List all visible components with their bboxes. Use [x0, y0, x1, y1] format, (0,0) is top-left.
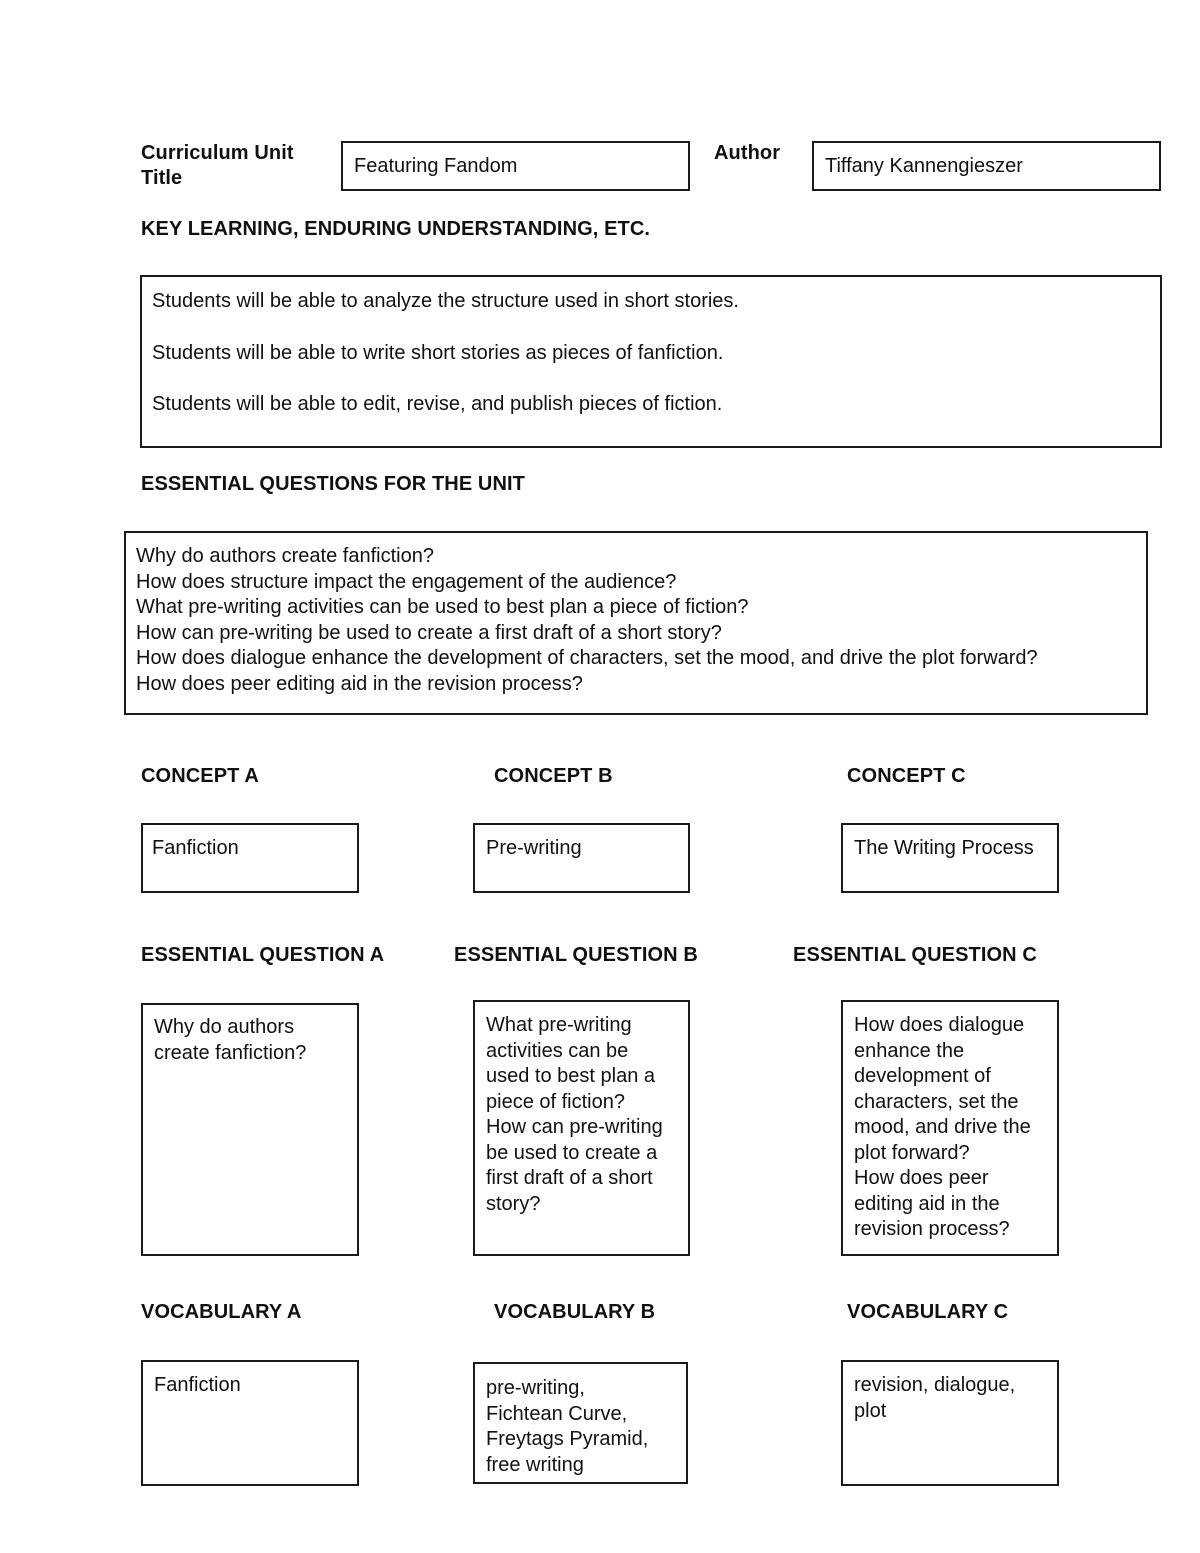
- essential-question-item: How can pre-writing be used to create a first draft of a short story?: [136, 621, 722, 644]
- vocabulary-b-line: free writing: [486, 1453, 584, 1476]
- essential-question-c-line: How does peer: [854, 1167, 989, 1189]
- vocabulary-b-label: VOCABULARY B: [494, 1301, 656, 1323]
- essential-question-b-line: be used to create a: [486, 1141, 658, 1164]
- essential-question-item: How does structure impact the engagement of the audience?: [136, 570, 677, 593]
- author-value: Tiffany Kannengieszer: [825, 155, 1023, 177]
- essential-question-b-line: used to best plan a: [486, 1065, 656, 1087]
- essential-question-a-line: Why do authors: [154, 1016, 295, 1038]
- key-learning-item: Students will be able to write short stories as pieces of fanfiction.: [152, 341, 724, 364]
- vocabulary-b-line: pre-writing,: [486, 1377, 585, 1399]
- essential-questions-heading: ESSENTIAL QUESTIONS FOR THE UNIT: [141, 473, 525, 495]
- concept-c-box: [841, 823, 1059, 893]
- concept-c-label: CONCEPT C: [847, 765, 966, 787]
- essential-questions-box: [124, 531, 1148, 715]
- vocabulary-b-line: Fichtean Curve,: [486, 1402, 628, 1425]
- essential-question-a-box: [141, 1003, 359, 1256]
- key-learning-heading: KEY LEARNING, ENDURING UNDERSTANDING, ETC.: [141, 218, 651, 240]
- vocabulary-a-line: Fanfiction: [154, 1374, 241, 1396]
- unit-title-field: [341, 141, 690, 191]
- key-learning-box: [140, 275, 1162, 448]
- essential-question-a-label: ESSENTIAL QUESTION A: [141, 944, 385, 966]
- concept-a-box: [141, 823, 359, 893]
- essential-question-b-line: How can pre-writing: [486, 1116, 663, 1138]
- essential-question-c-line: development of: [854, 1065, 991, 1087]
- concept-b-label: CONCEPT B: [494, 765, 613, 787]
- key-learning-item: Students will be able to analyze the structure used in short stories.: [152, 290, 739, 312]
- concept-c-value: The Writing Process: [854, 837, 1034, 859]
- vocabulary-b-line: Freytags Pyramid,: [486, 1428, 649, 1450]
- essential-question-c-line: mood, and drive the: [854, 1116, 1031, 1138]
- essential-question-a-line: create fanfiction?: [154, 1041, 307, 1064]
- essential-question-c-label: ESSENTIAL QUESTION C: [793, 944, 1037, 966]
- concept-a-label: CONCEPT A: [141, 765, 259, 787]
- key-learning-item: Students will be able to edit, revise, and publish pieces of fiction.: [152, 393, 723, 415]
- essential-question-b-line: story?: [486, 1192, 541, 1215]
- vocabulary-b-box: [473, 1362, 688, 1484]
- vocabulary-c-line: plot: [854, 1399, 887, 1422]
- essential-question-b-label: ESSENTIAL QUESTION B: [454, 944, 698, 966]
- essential-question-b-line: piece of fiction?: [486, 1090, 625, 1113]
- essential-question-item: How does dialogue enhance the development of characters, set the mood, and drive the plot forward?: [136, 647, 1038, 669]
- vocabulary-a-label: VOCABULARY A: [141, 1301, 302, 1323]
- author-field: [812, 141, 1161, 191]
- vocabulary-c-label: VOCABULARY C: [847, 1301, 1009, 1323]
- unit-title-value: Featuring Fandom: [354, 155, 518, 177]
- essential-question-c-line: revision process?: [854, 1218, 1010, 1240]
- essential-question-item: How does peer editing aid in the revision process?: [136, 672, 583, 695]
- essential-question-b-line: What pre-writing: [486, 1014, 632, 1036]
- author-label: Author: [714, 142, 781, 164]
- concept-a-value: Fanfiction: [152, 837, 239, 859]
- essential-question-item: Why do authors create fanfiction?: [136, 545, 434, 567]
- concept-b-box: [473, 823, 690, 893]
- essential-question-c-line: enhance the: [854, 1039, 965, 1062]
- essential-question-c-line: How does dialogue: [854, 1014, 1025, 1036]
- concept-b-value: Pre-writing: [486, 837, 582, 859]
- essential-question-c-line: editing aid in the: [854, 1192, 1000, 1215]
- vocabulary-c-line: revision, dialogue,: [854, 1374, 1016, 1396]
- essential-question-b-box: [473, 1000, 690, 1256]
- essential-question-c-box: [841, 1000, 1059, 1256]
- vocabulary-a-box: [141, 1360, 359, 1486]
- unit-title-label-line1: Curriculum Unit: [141, 142, 294, 164]
- unit-title-label-line2: Title: [141, 167, 183, 189]
- essential-question-b-line: activities can be: [486, 1039, 629, 1062]
- essential-question-item: What pre-writing activities can be used to best plan a piece of fiction?: [136, 596, 749, 618]
- vocabulary-c-box: [841, 1360, 1059, 1486]
- essential-question-c-line: characters, set the: [854, 1090, 1019, 1113]
- essential-question-c-line: plot forward?: [854, 1141, 970, 1164]
- essential-question-b-line: first draft of a short: [486, 1167, 653, 1189]
- unit-title-label: [141, 141, 294, 191]
